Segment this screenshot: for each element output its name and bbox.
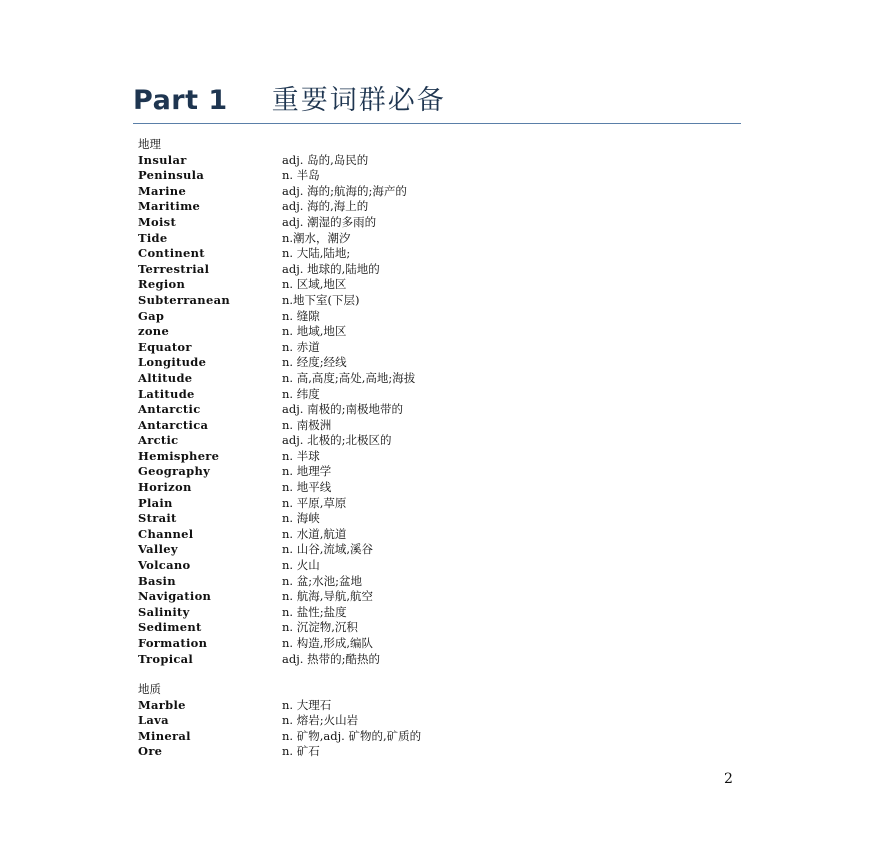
vocab-row xyxy=(138,355,415,371)
vocab-definition: n. 平原,草原 xyxy=(282,495,347,510)
part-label: Part 1 xyxy=(133,85,228,116)
vocab-definition: adj. 海的,海上的 xyxy=(282,199,369,214)
vocab-definition: n. 沉淀物,沉积 xyxy=(282,620,358,635)
vocab-row xyxy=(138,262,415,278)
page-number: 2 xyxy=(724,771,733,787)
vocab-row xyxy=(138,433,415,449)
vocab-term: Strait xyxy=(138,511,177,526)
vocab-list xyxy=(138,698,421,760)
vocab-term: Altitude xyxy=(138,370,193,385)
vocab-definition: adj. 岛的,岛民的 xyxy=(282,152,369,167)
vocab-definition: adj. 北极的;北极区的 xyxy=(282,433,392,448)
vocab-definition: n. 半球 xyxy=(282,448,320,463)
vocab-row xyxy=(138,605,415,621)
vocab-definition: n. 大理石 xyxy=(282,697,332,712)
vocab-definition: adj. 潮湿的多雨的 xyxy=(282,214,377,229)
part-title: 重要词群必备 xyxy=(271,85,446,116)
vocab-definition: n. 航海,导航,航空 xyxy=(282,589,374,604)
vocab-term: Lava xyxy=(138,713,169,728)
vocab-term: Valley xyxy=(138,542,178,557)
section-geography xyxy=(138,137,415,667)
vocab-term: Insular xyxy=(138,152,187,167)
vocab-row xyxy=(138,542,415,558)
vocab-definition: n. 高,高度;高处,高地;海拔 xyxy=(282,370,416,385)
vocab-row xyxy=(138,511,415,527)
vocab-definition: n. 熔岩;火山岩 xyxy=(282,713,359,728)
vocab-definition: n. 半岛 xyxy=(282,168,320,183)
vocab-definition: n. 构造,形成,编队 xyxy=(282,636,374,650)
vocab-definition: n.地下室(下层) xyxy=(282,292,360,307)
vocab-definition: n. 矿物,adj. 矿物的,矿质的 xyxy=(282,728,422,743)
vocab-definition: n. 缝隙 xyxy=(282,308,320,323)
vocab-definition: adj. 热带的;酷热的 xyxy=(282,651,380,666)
vocab-row xyxy=(138,371,415,387)
vocab-definition: adj. 南极的;南极地带的 xyxy=(282,402,403,417)
vocab-definition: n. 区域,地区 xyxy=(282,277,347,292)
vocab-definition: n. 地平线 xyxy=(282,480,332,495)
vocab-row xyxy=(138,652,415,668)
vocab-definition: n. 南极洲 xyxy=(282,417,332,432)
vocab-row xyxy=(138,340,415,356)
vocab-definition: adj. 地球的,陆地的 xyxy=(282,261,380,276)
vocab-row xyxy=(138,199,415,215)
vocab-definition: n. 纬度 xyxy=(282,386,320,401)
section-title: 地质 xyxy=(138,682,161,696)
vocab-row xyxy=(138,246,415,262)
vocab-row xyxy=(138,589,415,605)
vocab-term: Sediment xyxy=(138,620,202,635)
vocab-definition: n. 地域,地区 xyxy=(282,324,347,339)
vocab-term: Tide xyxy=(138,230,168,245)
vocab-term: Arctic xyxy=(138,433,179,448)
vocab-term: zone xyxy=(138,324,170,339)
vocab-row xyxy=(138,558,415,574)
vocab-term: Geography xyxy=(138,464,211,479)
vocab-term: Plain xyxy=(138,495,173,510)
vocab-term: Longitude xyxy=(138,355,207,370)
vocab-row xyxy=(138,449,415,465)
vocab-row xyxy=(138,744,421,760)
vocab-list xyxy=(138,153,415,668)
vocab-row xyxy=(138,496,415,512)
vocab-term: Moist xyxy=(138,214,177,229)
page-header xyxy=(133,78,446,117)
vocab-row xyxy=(138,527,415,543)
vocab-row xyxy=(138,309,415,325)
vocab-row xyxy=(138,480,415,496)
vocab-term: Mineral xyxy=(138,728,191,743)
vocab-definition: n. 盆;水池;盆地 xyxy=(282,573,362,588)
vocab-term: Peninsula xyxy=(138,168,205,183)
vocab-row xyxy=(138,402,415,418)
vocab-term: Latitude xyxy=(138,386,195,401)
vocab-definition: n. 赤道 xyxy=(282,339,320,354)
vocab-term: Ore xyxy=(138,744,163,759)
vocab-row xyxy=(138,231,415,247)
vocab-definition: n. 火山 xyxy=(282,558,320,573)
vocab-term: Horizon xyxy=(138,480,192,495)
vocab-term: Subterranean xyxy=(138,292,230,307)
vocab-term: Continent xyxy=(138,246,205,261)
vocab-row xyxy=(138,215,415,231)
header-divider xyxy=(133,123,741,124)
vocab-definition: n. 经度;经线 xyxy=(282,355,347,370)
vocab-row xyxy=(138,293,415,309)
vocab-definition: n. 水道,航道 xyxy=(282,526,347,541)
vocab-term: Salinity xyxy=(138,604,190,619)
vocab-term: Marble xyxy=(138,697,186,712)
vocab-definition: n. 地理学 xyxy=(282,464,332,479)
vocab-definition: n. 盐性;盐度 xyxy=(282,604,347,619)
vocab-term: Basin xyxy=(138,573,176,588)
vocab-term: Formation xyxy=(138,636,208,650)
vocab-definition: n. 矿石 xyxy=(282,744,320,759)
vocab-definition: n. 海峡 xyxy=(282,511,320,526)
vocab-row xyxy=(138,153,415,169)
vocab-row xyxy=(138,418,415,434)
vocab-row xyxy=(138,277,415,293)
vocab-term: Terrestrial xyxy=(138,261,210,276)
vocab-row xyxy=(138,574,415,590)
vocab-term: Region xyxy=(138,277,186,292)
vocab-row xyxy=(138,620,415,636)
section-geology xyxy=(138,682,421,760)
section-title: 地理 xyxy=(138,137,161,151)
vocab-definition: adj. 海的;航海的;海产的 xyxy=(282,183,407,198)
vocab-term: Marine xyxy=(138,183,187,198)
vocab-row xyxy=(138,698,421,714)
vocab-term: Tropical xyxy=(138,651,194,666)
vocab-term: Navigation xyxy=(138,589,212,604)
vocab-definition: n. 山谷,流域,溪谷 xyxy=(282,542,374,557)
vocab-term: Antarctic xyxy=(138,402,201,417)
vocab-term: Antarctica xyxy=(138,417,209,432)
vocab-term: Channel xyxy=(138,526,194,541)
vocab-row xyxy=(138,324,415,340)
vocab-term: Hemisphere xyxy=(138,448,220,463)
vocab-row xyxy=(138,464,415,480)
vocab-row xyxy=(138,713,421,729)
vocab-term: Equator xyxy=(138,339,192,354)
vocab-definition: n. 大陆,陆地; xyxy=(282,246,351,261)
vocab-row xyxy=(138,168,415,184)
vocab-term: Maritime xyxy=(138,199,201,214)
vocab-row xyxy=(138,729,421,745)
vocab-row xyxy=(138,636,415,652)
vocab-term: Gap xyxy=(138,308,165,323)
vocab-row xyxy=(138,184,415,200)
vocab-term: Volcano xyxy=(138,558,191,573)
vocab-row xyxy=(138,387,415,403)
vocab-definition: n.潮水，潮汐 xyxy=(282,230,351,245)
